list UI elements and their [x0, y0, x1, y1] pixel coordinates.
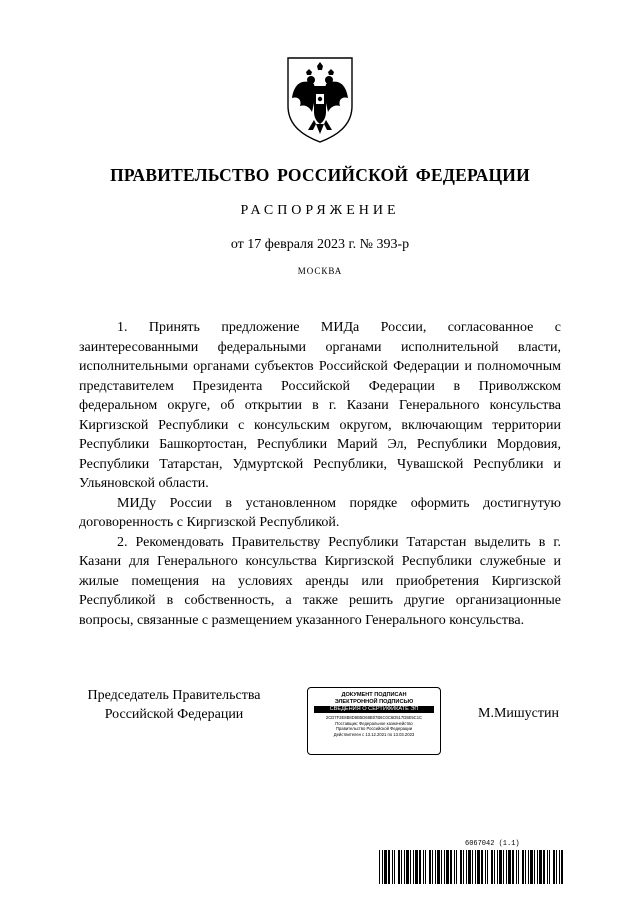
stamp-serial: 2CD7F3E8B8D8B5D68B07B6C0C6D517D5E5C1C	[325, 715, 423, 720]
page-title: ПРАВИТЕЛЬСТВО РОССИЙСКОЙ ФЕДЕРАЦИИ	[110, 165, 530, 185]
stamp-validity: Действителен с 13.12.2021 по 13.03.2023	[333, 731, 415, 737]
barcode-icon	[379, 850, 563, 884]
signer-position	[79, 686, 269, 724]
document-date-number: от 17 февраля 2023 г. № 393-р	[230, 237, 410, 252]
signer-position-line1: Председатель Правительства	[87, 688, 261, 703]
stamp-line2: ЭЛЕКТРОННОЙ ПОДПИСЬЮ	[334, 698, 414, 705]
document-type: РАСПОРЯЖЕНИЕ	[240, 203, 400, 218]
signer-position-line2: Российской Федерации	[104, 707, 244, 722]
paragraph-2: МИДу России в установленном порядке оформить достигнутую договоренность с Киргизской Республикой.	[79, 495, 561, 530]
stamp-line1: ДОКУМЕНТ ПОДПИСАН	[341, 692, 407, 698]
paragraph-3: 2. Рекомендовать Правительству Республики Татарстан выделить в г. Казани для Генерального консульства Киргизской Республики служебные и жилые помещения на условиях аренды или приобретения Киргизской Республикой в собственность, а также решить другие организационные вопросы, связанные с размещением указанного Генерального консульства.	[79, 534, 561, 628]
stamp-header: СВЕДЕНИЯ О СЕРТИФИКАТЕ ЭП	[314, 706, 434, 713]
document-body	[79, 318, 561, 630]
signer-name: М.Мишустин	[478, 706, 559, 721]
document-city: МОСКВА	[297, 266, 343, 276]
stamp-issuer-line2: Правительство Российской Федерации	[335, 726, 413, 732]
electronic-signature-stamp	[307, 687, 441, 755]
paragraph-1: 1. Принять предложение МИДа России, согласованное с заинтересованными федеральными органами исполнительной власти, исполнительными органами субъектов Российской Федерации и полномочным представителем Президента Российской Федерации в Приволжском федеральном округе, об открытии в г. Казани Генерального консульства Киргизской Республики с консульским округом, включающим территории Республики Башкортостан, Республики Марий Эл, Республики Мордовия, Республики Татарстан, Удмуртской Республики, Чувашской Республики и Ульяновской области.	[79, 320, 561, 491]
stamp-issuer-line1: Поставщик: Федеральное казначейство	[335, 720, 413, 726]
barcode-number: 6067042 (1.1)	[465, 840, 520, 848]
coat-of-arms-icon	[284, 54, 356, 146]
